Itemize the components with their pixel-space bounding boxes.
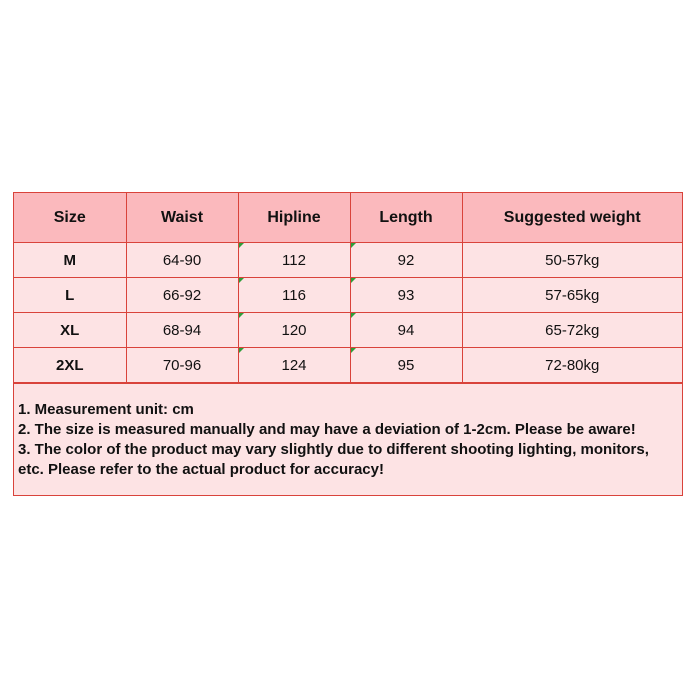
size-cell: L [14, 278, 126, 313]
size-cell: XL [14, 313, 126, 348]
size-cell: 2XL [14, 348, 126, 383]
weight-cell: 50-57kg [462, 243, 682, 278]
waist-cell: 68-94 [126, 313, 238, 348]
hipline-cell: 124 [238, 348, 350, 383]
waist-cell: 70-96 [126, 348, 238, 383]
hipline-cell: 116 [238, 278, 350, 313]
size-chart [13, 192, 683, 496]
header-size: Size [14, 193, 126, 243]
size-cell: M [14, 243, 126, 278]
length-cell: 95 [350, 348, 462, 383]
header-row [14, 193, 682, 243]
waist-cell: 64-90 [126, 243, 238, 278]
weight-cell: 57-65kg [462, 278, 682, 313]
notes-box [14, 383, 682, 495]
table-row [14, 313, 682, 348]
header-waist: Waist [126, 193, 238, 243]
waist-cell: 66-92 [126, 278, 238, 313]
header-suggested-weight: Suggested weight [462, 193, 682, 243]
table-row [14, 348, 682, 383]
length-cell: 92 [350, 243, 462, 278]
weight-cell: 65-72kg [462, 313, 682, 348]
weight-cell: 72-80kg [462, 348, 682, 383]
hipline-cell: 120 [238, 313, 350, 348]
table-row [14, 278, 682, 313]
length-cell: 94 [350, 313, 462, 348]
note-color-variance: 3. The color of the product may vary slightly due to different shooting lighting, monitors, etc. Please refer to the actual product for accuracy! [18, 441, 649, 478]
header-length: Length [350, 193, 462, 243]
note-measurement-unit: 1. Measurement unit: cm [18, 401, 194, 418]
note-deviation: 2. The size is measured manually and may have a deviation of 1-2cm. Please be aware! [18, 421, 636, 438]
hipline-cell: 112 [238, 243, 350, 278]
header-hipline: Hipline [238, 193, 350, 243]
table-row [14, 243, 682, 278]
length-cell: 93 [350, 278, 462, 313]
size-table [14, 193, 682, 383]
